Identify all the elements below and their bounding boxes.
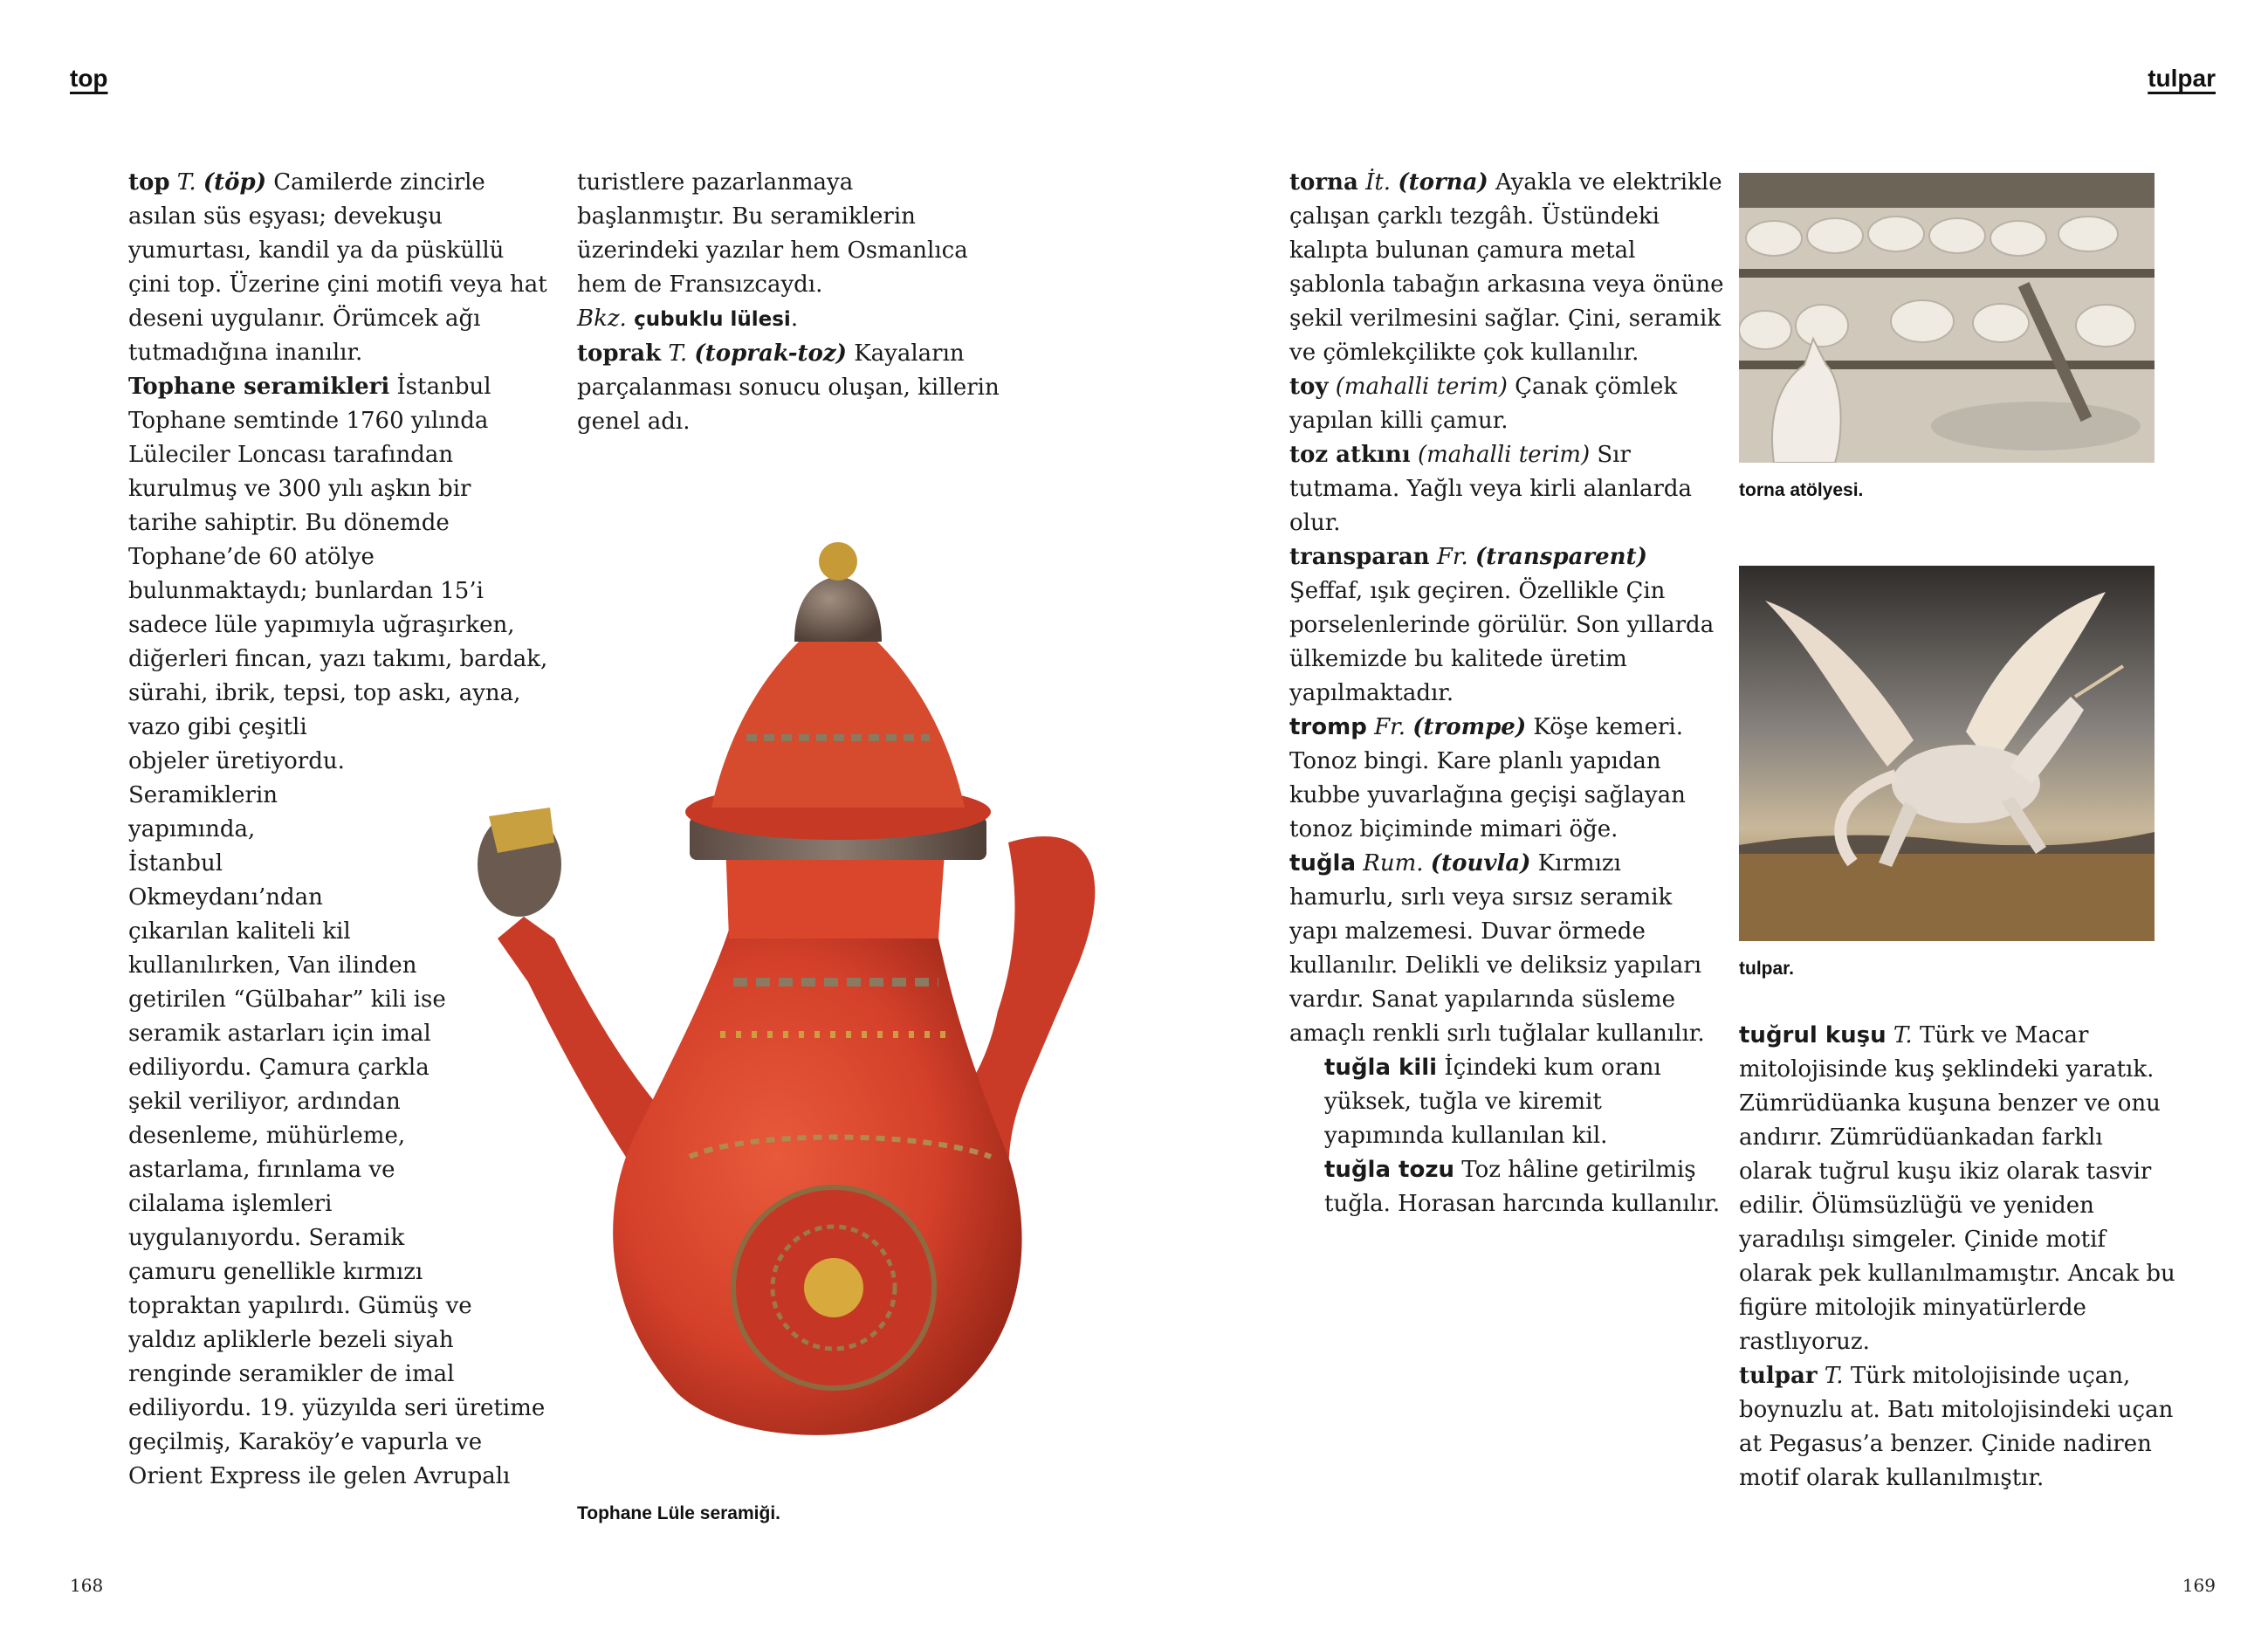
right-column-1 [1289, 166, 1726, 1221]
entry-torna: torna İt. (torna) Ayakla ve elektrikle çalışan çarklı tezgâh. Üstündeki kalıpta bulunan çamura metal şablonla tabağın arkasına veya önüne şekil verilmesini sağlar. Çini, seramik ve çömlekçilikte çok kullanılır. [1289, 169, 1724, 366]
entry-transparan: transparan Fr. (transparent) Şeffaf, ışık geçiren. Özellikle Çin porselenlerinde görülür. Son yıllarda ülkemizde bu kalitede üretim yapılmaktadır. [1289, 544, 1715, 706]
entry-tugrul-kusu: tuğrul kuşu T. Türk ve Macar mitolojisinde kuş şeklindeki yaratık. Zümrüdüanka kuşuna benzer ve onu andırır. Zümrüdüankadan farklı olarak tuğrul kuşu ikiz olarak tasvir edilir. Ölümsüzlüğü ve yeniden yaradılışı simgeler. Çinide motif olarak pek kullanılmamıştır. Ancak bu figüre mitolojik minyatürlerde rastlıyoruz. [1739, 1022, 2175, 1355]
entry-tromp: tromp Fr. (trompe) Köşe kemeri. Tonoz bingi. Kare planlı yapıdan kubbe yuvarlağına geçişi sağlayan tonoz biçiminde mimari öğe. [1289, 714, 1686, 842]
page-number-right: 169 [2182, 1575, 2216, 1596]
figure-caption-tophane: Tophane Lüle seramiği. [577, 1503, 780, 1523]
entry-tophane-continuation: turistlere pazarlanmaya başlanmıştır. Bu seramiklerin üzerindeki yazılar hem Osmanlıca hem de Fransızcaydı. Bkz. çubuklu lülesi. [577, 169, 968, 332]
figure-caption-torna: torna atölyesi. [1739, 480, 1864, 500]
right-column-2 [1739, 1019, 2175, 1495]
page-number-left: 168 [70, 1575, 104, 1596]
subentry-tugla-tozu: tuğla tozu Toz hâline getirilmiş tuğla. Horasan harcında kullanılır. [1324, 1157, 1721, 1217]
tulpar-illustration [1739, 566, 2155, 941]
entry-top: top T. (töp) Camilerde zincirle asılan süs eşyası; devekuşu yumurtası, kandil ya da püsküllü çini top. Üzerine çini motifi veya hat deseni uygulanır. Örümcek ağı tutmadığına inanılır. [128, 169, 547, 366]
torna-workshop-photo [1739, 173, 2155, 463]
tophane-ewer-image [345, 528, 1113, 1488]
cross-reference-link[interactable]: çubuklu lülesi [634, 308, 791, 331]
entry-tugla: tuğla Rum. (touvla) Kırmızı hamurlu, sırlı veya sırsız seramik yapı malzemesi. Duvar örmede kullanılır. Delikli ve deliksiz yapıları vardır. Sanat yapılarında süsleme amaçlı renkli sırlı tuğlalar kullanılır. tuğla kili İçindeki kum oranı yüksek, tuğla ve kiremit yapımında kullanılan kil. tuğla tozu Toz hâline getirilmiş tuğla. Horasan harcında kullanılır. [1289, 847, 1726, 1221]
entry-toy: toy (mahalli terim) Çanak çömlek yapılan killi çamur. [1289, 374, 1678, 434]
left-column-2 [577, 166, 1005, 439]
running-header-left: top [70, 65, 108, 92]
running-header-right: tulpar [2148, 65, 2216, 92]
entry-tophane-seramikleri: Tophane seramikleri İstanbul Tophane semtinde 1760 yılında Lüleciler Loncası tarafından kurulmuş ve 300 yılı aşkın bir tarihe sahiptir. Bu dönemde Tophane’de 60 atölye bulunmaktaydı; bunlardan 15’i sadece lüle yapımıyla uğraşırken, diğerleri fincan, yazı takımı, bardak, sürahi, ibrik, tepsi, top askı, ayna, vazo gibi çeşitli objeler üretiyordu. Seramiklerin yapımında, İstanbul Okmeydanı’ndan çıkarılan kaliteli kil kullanılırken, Van ilinden getirilen “Gülbahar” kili ise seramik astarları için imal ediliyordu. Çamura çarkla şekil veriliyor, ardından desenleme, mühürleme, astarlama, fırınlama ve cilalama işlemleri uygulanıyordu. Seramik çamuru genellikle kırmızı topraktan yapılırdı. Gümüş ve yaldız apliklerle bezeli siyah renginde seramikler de imal ediliyordu. 19. yüzyılda seri üretime geçilmiş, Karaköy’e vapurla ve Orient Express ile gelen Avrupalı [128, 374, 548, 1489]
entry-toz-atkini: toz atkını (mahalli terim) Sır tutmama. Yağlı veya kirli alanlarda olur. [1289, 442, 1693, 536]
figure-caption-tulpar: tulpar. [1739, 959, 1795, 979]
entry-tulpar: tulpar T. Türk mitolojisinde uçan, boynuzlu at. Batı mitolojisindeki uçan at Pegasus’a benzer. Çinide nadiren motif olarak kullanılmıştır. [1739, 1363, 2174, 1491]
subentry-tugla-kili: tuğla kili İçindeki kum oranı yüksek, tuğla ve kiremit yapımında kullanılan kil. [1324, 1055, 1661, 1149]
entry-toprak: toprak T. (toprak-toz) Kayaların parçalanması sonucu oluşan, killerin genel adı. [577, 340, 1000, 435]
